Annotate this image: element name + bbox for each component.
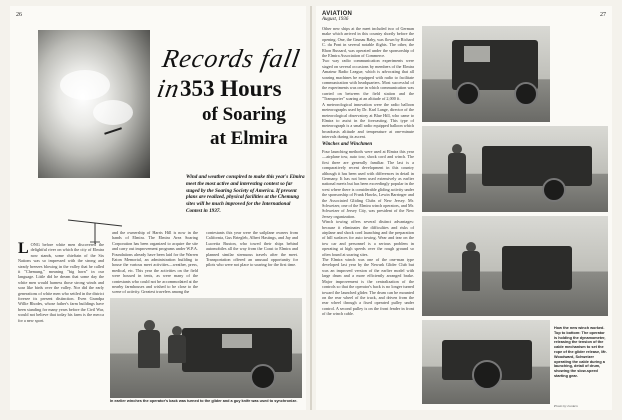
right-text-column: [322, 26, 414, 404]
col1-para6: The Elmira winch was one of the one-man type developed last year by the Newark Glider Club but was an improved version of the earlier model with large drum and a more efficiently arranged brake. Major improvement is the centralization of the controls so that the operator's back is no longer turned toward the launched glider. The drum can be mounted on the rear wheel of the truck, and driven from the rear wheel through a fixed operated pulley under control. A second pulley is on the front fender in front of the winch cable.: [322, 257, 414, 317]
body-col3-text: contestants this year were the sailplane owners from California, Gus Briegleb, Albert Hastings, and Jay and Lucretia Buxton, who towed their ships behind automobiles all the way from the Coast to Elmira and planned similar strenuous travels after the meet. Transportation offered an unusual opportunity for pilots who were not place to soaring for the first time.: [206, 230, 298, 268]
script-title: Records fall in: [154, 44, 303, 103]
right-photo-caption: How the new winch worked. Top to bottom: The operator is holding the dynamometer, releasing the tension of the cable mechanism to set the rope of the glider release, Mr. Woodward, Schweizer operating the cable during a launching, detail of drum, showing the slow-speed starting gear.: [554, 326, 607, 378]
col1-para4: Four launching methods were used at Elmira this year—airplane tow, auto tow, shock cord and winch. The first three are generally familiar. The last is a comparatively recent development in this country although it has been used with differences in detail in Germany. It has not been used extensively as earlier national meets but has been exceedingly popular in the west where there is considerable gliding activity under the sponsorship of Frank Hawks, Lewin Barringer and the Associated Gliding Clubs of New Jersey. Mr. Schweizer, one of the Elmira winch operators, and Mr. Schweizer of Jersey City, was president of the New Jersey organization.: [322, 148, 414, 219]
title-line-2: of Soaring: [202, 104, 286, 125]
issue-date: August, 1936: [322, 17, 349, 22]
winch-photo-2: [422, 126, 608, 212]
title-line-1: 353 Hours: [180, 76, 282, 101]
col1-intro: Other new ships at the meet included two of German make which arrived in this country shortly before the opening. One, the Grunau Baby, was flown by Richard C. du Pont in several notable flights. The other, the Rhon Bussard, was operated under the sponsorship of the Elmira Association of Commerce.: [322, 26, 414, 59]
body-col2-text: and the ownership of Harris Hill is now in the hands of Elmira. The Elmira Area Soaring Corporation has been organized to acquire the site and carry out improvement programs under W.P.A. Foundations already have been laid for the Warren Eaton Memorial, an administration building to house the various meet activities—weather, press, medical, etc. This year the activities on the field were housed in tents, as were many of the contestants who could not be accommodated at the nearby farmhouses and wished to be close to the scene of activity. Greatest travelers among the: [112, 230, 198, 295]
body-column-1: [18, 242, 104, 402]
winches-subhead: Winches and Winchmen: [322, 141, 373, 147]
winch-photo-1: [422, 26, 550, 122]
magazine-name: AVIATION: [322, 11, 353, 17]
col1-para5: Winch towing offers several distinct advantages: because it eliminates the difficulties and risks of airplane and shock cord launching and the preparation of hill surfaces for auto towing. Wear and tear on the tow car and personnel is a serious problem in operating at high speeds over the rough ground so often found at soaring sites.: [322, 219, 414, 257]
page-gutter: [310, 6, 312, 410]
col1-para2: Two way radio communication experiments were staged on several occasions by members of the Elmira Amateur Radio League, which is advocating that all soaring machines be equipped with radio to facilitate communication with headquarters. Most successful of the experiments was one in which communication was carried on between the field station and the "Transporter" soaring at an altitude of 2,000 ft.: [322, 58, 414, 102]
body-col1-text: ONG before white men discovered the delightful river on which the city of Elmira now stands, some chieftain of the Six Nations was so impressed with the strong and steady breezes blowing in the valley that he called it "Chemung," meaning "big horn" in our language. Little did he dream that some day the white men would harness those strong winds and soar like birds over the valley. Nor did the early generations of white men who settled in the district foresee its present distinction. Even Grandpa Willie Rhodes, whose father's farm buildings have been standing for many years before the Civil War, would not believe that today his farm is the mecca for a new sport.: [18, 242, 104, 323]
body-column-3: [206, 230, 298, 290]
col1-para3: A meteorological innovation were the radio balloon meteorographs used by Dr. Karl Lange, director of the meteorological observatory at Blue Hill, who came to Elmira to assist in the forecasting. This type of meteorograph is a small radio equipped balloon which broadcasts altitude and temperature at one-minute intervals during its ascent.: [322, 101, 414, 140]
winch-photo-3: [422, 216, 608, 316]
photo-credit: Photo by Lunken: [554, 404, 578, 408]
body-column-2: [112, 230, 198, 300]
page-number-right: 27: [600, 12, 606, 18]
main-photo-caption: In earlier winches the operator's back was turned to the glider and a guy knife was used to synchronize.: [110, 399, 298, 403]
title-line-3: at Elmira: [210, 128, 288, 149]
sky-glider-photo: [38, 30, 150, 178]
winch-truck-photo: [110, 298, 302, 398]
deck-text: Wind and weather conspired to make this year's Elmira meet the most active and interesting contest so far staged by the Soaring Society of America. If present plans are realized, physical facilities at the Chemung sites will be much improved for the International Contest in 1937.: [186, 174, 305, 214]
glider-wing-icon: [104, 127, 122, 134]
running-head: [322, 11, 352, 23]
drop-cap: L: [18, 242, 29, 257]
left-page: [10, 6, 306, 410]
page-number-left: 26: [16, 12, 22, 18]
right-page: [316, 6, 612, 410]
winch-photo-4: [422, 320, 550, 404]
